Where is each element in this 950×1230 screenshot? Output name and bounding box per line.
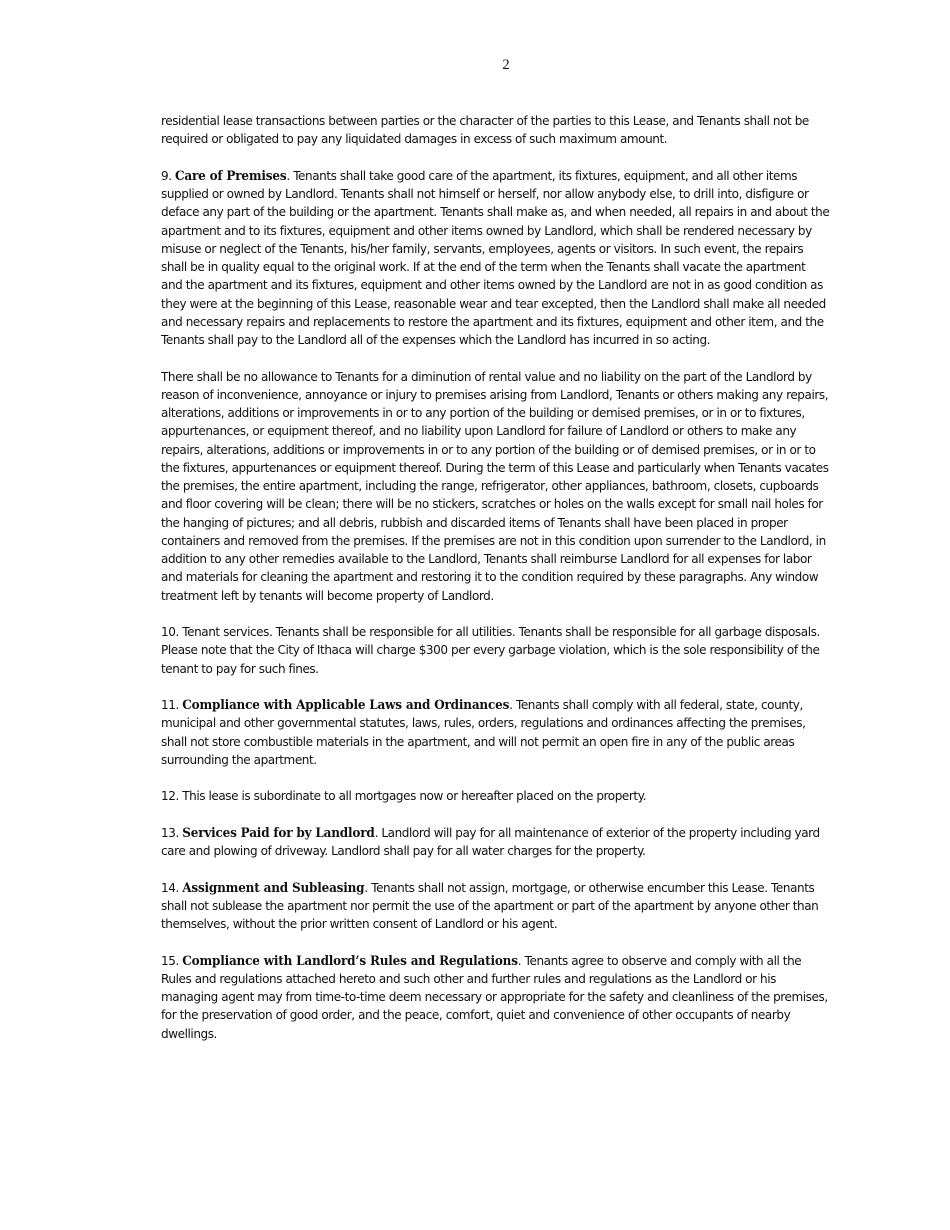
section-15-landlord-rules <box>161 952 830 1043</box>
section-heading: Care of Premises <box>175 167 287 183</box>
section-12-subordination <box>161 787 830 805</box>
section-text: . Landlord will pay for all maintenance of exterior of the property including yard care and plowing of driveway. Landlord shall pay for all water charges for the property. <box>161 824 820 858</box>
section-13-services-paid-by-landlord <box>161 824 830 861</box>
section-number: 13. <box>161 824 183 840</box>
section-text: . Tenants shall not assign, mortgage, or otherwise encumber this Lease. Tenants shall not sublease the apartment nor permit the use of the apartment or part of the apartment by anyone other than themselves, without the prior written consent of Landlord or his agent. <box>161 879 819 931</box>
section-heading: Compliance with Applicable Laws and Ordinances <box>182 697 510 712</box>
section-text: . Tenants shall take good care of the apartment, its fixtures, equipment, and all other items supplied or owned by Landlord. Tenants shall not himself or herself, nor allow anybody else, to drill into, disfigure or deface any part of the building or the apartment. Tenants shall make as, and when needed, all repairs in and about the apartment and to its fixtures, equipment and other items owned by Landlord, which shall be rendered necessary by misuse or neglect of the Tenants, his/her family, servants, employees, agents or visitors. In such event, the repairs shall be in quality equal to the original work. If at the end of the term when the Tenants shall vacate the apartment and the apartment and its fixtures, equipment and other items owned by the Landlord are not in as good condition as they were at the beginning of this Lease, reasonable wear and tear excepted, then the Landlord shall make all needed and necessary repairs and replacements to restore the apartment and its fixtures, equipment and other item, and the Tenants shall pay to the Landlord all of the expenses which the Landlord has incurred in so acting. <box>161 167 830 347</box>
section-text: . Tenants shall comply with all federal, state, county, municipal and other governmental statutes, laws, rules, orders, regulations and ordinances affecting the premises, shall not store combustible materials in the apartment, and will not permit an open fire in any of the public areas surrounding the apartment. <box>161 697 806 767</box>
section-number: 9. <box>161 167 176 183</box>
paragraph-text: 10. Tenant services. Tenants shall be responsible for all utilities. Tenants shall be responsible for all garbage disposals. Please note that the City of Ithaca will charge $300 per every garbage violation, which is the sole responsibility of the tenant to pay for such fines. <box>161 624 820 676</box>
page-number: 2 <box>502 57 510 73</box>
section-heading: Assignment and Subleasing <box>182 879 365 895</box>
document-body <box>161 112 830 1061</box>
section-heading: Compliance with Landlord’s Rules and Regulations <box>182 952 518 968</box>
paragraph-text: There shall be no allowance to Tenants for a diminution of rental value and no liability on the part of the Landlord by reason of inconvenience, annoyance or injury to premises arising from Landlord, Tenants or others making any repairs, alterations, additions or improvements in or to any portion of the building or demised premises, or in or to fixtures, appurtenances, or equipment thereof, and no liability upon Landlord for failure of Landlord or others to make any repairs, alterations, additions or improvements in or to any portion of the building or of demised premises, or in or to the fixtures, appurtenances or equipment thereof. During the term of this Lease and particularly when Tenants vacates the premises, the entire apartment, including the range, refrigerator, other appliances, bathroom, closets, cupboards and floor covering will be clean; there will be no stickers, scratches or holes on the walls except for small nail holes for the hanging of pictures; and all debris, rubbish and discarded items of Tenants shall have been placed in proper containers and removed from the premises. If the premises are not in this condition upon surrender to the Landlord, in addition to any other remedies available to the Landlord, Tenants shall reimburse Landlord for all expenses for labor and materials for cleaning the apartment and restoring it to the condition required by these paragraphs. Any window treatment left by tenants will become property of Landlord. <box>161 368 829 603</box>
section-11-compliance-laws <box>161 696 830 769</box>
section-14-assignment-subleasing <box>161 879 830 934</box>
section-10-tenant-services <box>161 623 830 678</box>
paragraph-continuation <box>161 112 830 149</box>
paragraph-text: residential lease transactions between parties or the character of the parties to this Lease, and Tenants shall not be required or obligated to pay any liquidated damages in excess of such maximum amount. <box>161 113 809 147</box>
section-9-care-of-premises <box>161 167 830 350</box>
paragraph-text: 12. This lease is subordinate to all mortgages now or hereafter placed on the property. <box>161 788 647 804</box>
section-9-continuation <box>161 368 830 605</box>
section-text: . Tenants agree to observe and comply with all the Rules and regulations attached hereto and such other and further rules and regulations as the Landlord or his managing agent may from time-to-time deem necessary or appropriate for the safety and cleanliness of the premises, for the preservation of good order, and the peace, comfort, quiet and convenience of other occupants of nearby dwellings. <box>161 952 828 1041</box>
section-number: 14. <box>161 879 183 895</box>
section-heading: Services Paid for by Landlord <box>182 824 375 840</box>
section-number: 15. <box>161 952 183 968</box>
section-number: 11. <box>161 697 183 712</box>
